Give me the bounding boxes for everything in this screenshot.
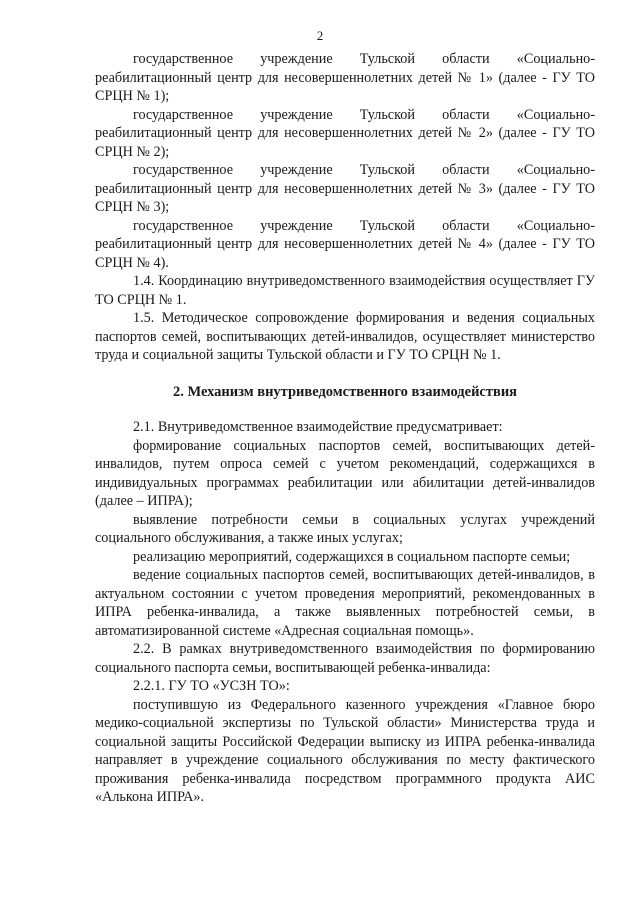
paragraph-srcn-1: государственное учреждение Тульской области «Социально-реабилитационный центр для несовершеннолетних детей № 1» (далее - ГУ ТО СРЦН № 1); — [95, 51, 595, 104]
paragraph-1-4: 1.4. Координацию внутриведомственного взаимодействия осуществляет ГУ ТО СРЦН № 1. — [95, 273, 595, 308]
spacer — [95, 401, 595, 418]
paragraph-srcn-3: государственное учреждение Тульской области «Социально-реабилитационный центр для несовершеннолетних детей № 3» (далее - ГУ ТО СРЦН № 3); — [95, 162, 595, 215]
paragraph-2-1: 2.1. Внутриведомственное взаимодействие предусматривает: — [133, 419, 503, 435]
paragraph-needs: выявление потребности семьи в социальных услугах учреждений социального обслуживания, а также иных услугах; — [95, 511, 595, 546]
document-body — [95, 50, 595, 807]
paragraph-2-2-1: 2.2.1. ГУ ТО «УСЗН ТО»: — [133, 678, 290, 694]
paragraph-maintenance: ведение социальных паспортов семей, воспитывающих детей-инвалидов, в актуальном состоянии с учетом проведения мероприятий, рекомендованных в ИПРА ребенка-инвалида, а также выявленных потребностей семьи, в автоматизированной системе «Адресная социальная помощь». — [95, 567, 595, 639]
page-number: 2 — [316, 28, 324, 43]
section-heading: 2. Механизм внутриведомственного взаимодействия — [172, 383, 518, 400]
paragraph-ipra-transfer: поступившую из Федерального казенного учреждения «Главное бюро медико-социальной экспертизы по Тульской области» Министерства труда и социальной защиты Российской Федерации выписку из ИПРА ребенка-инвалида направляет в учреждение социального обслуживания по месту фактического проживания ребенка-инвалида посредством программного продукта АИС «Алькона ИПРА». — [95, 696, 595, 805]
paragraph-srcn-4: государственное учреждение Тульской области «Социально-реабилитационный центр для несовершеннолетних детей № 4» (далее - ГУ ТО СРЦН № 4). — [95, 217, 595, 271]
spacer — [95, 365, 595, 383]
paragraph-1-5: 1.5. Методическое сопровождение формирования и ведения социальных паспортов семей, воспитывающих детей-инвалидов, осуществляет министерство труда и социальной защиты Тульской области и ГУ ТО СРЦН № 1. — [95, 310, 595, 363]
paragraph-formation: формирование социальных паспортов семей, воспитывающих детей-инвалидов, путем опроса семей с учетом рекомендаций, содержащихся в индивидуальных программах реабилитации или абилитации детей-инвалидов (далее – ИПРА); — [95, 437, 595, 509]
paragraph-2-2: 2.2. В рамках внутриведомственного взаимодействия по формированию социального паспорта семьи, воспитывающей ребенка-инвалида: — [95, 641, 595, 676]
paragraph-srcn-2: государственное учреждение Тульской области «Социально-реабилитационный центр для несовершеннолетних детей № 2» (далее - ГУ ТО СРЦН № 2); — [95, 106, 595, 160]
paragraph-implementation: реализацию мероприятий, содержащихся в социальном паспорте семьи; — [133, 548, 571, 565]
